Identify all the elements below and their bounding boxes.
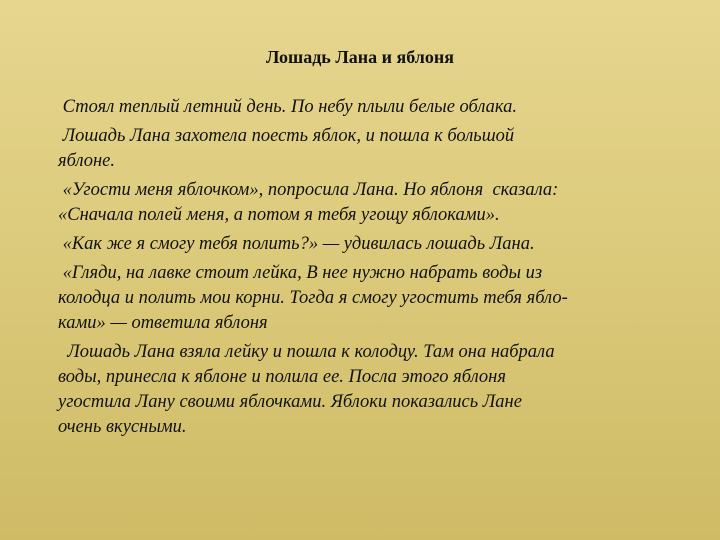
story-paragraph-5: «Гляди, на лавке стоит лейка, В нее нужно набрать воды из колодца и полить мои корни. Тогда я смогу угостить тебя ябло- ками» — ответила яблоня <box>58 263 568 333</box>
story-paragraph-1: Стоял теплый летний день. По небу плыли белые облака. <box>58 97 517 117</box>
story-paragraph-4: «Как же я смогу тебя полить?» — удивилась лошадь Лана. <box>58 234 535 254</box>
story-paragraph-6: Лошадь Лана взяла лейку и пошла к колодцу. Там она набрала воды, принесла к яблоне и полила ее. Посла этого яблоня угостила Лану своими яблочками. Яблоки показались Лане очень вкусными. <box>58 342 555 437</box>
story-paragraph-3: «Угости меня яблочком», попросила Лана. Но яблоня сказала: «Сначала полей меня, а потом я тебя угощу яблоками». <box>58 180 559 225</box>
story-text <box>58 95 688 444</box>
story-paragraph-2: Лошадь Лана захотела поесть яблок, и пошла к большой яблоне. <box>58 126 515 171</box>
slide-title: Лошадь Лана и яблоня <box>266 47 454 67</box>
